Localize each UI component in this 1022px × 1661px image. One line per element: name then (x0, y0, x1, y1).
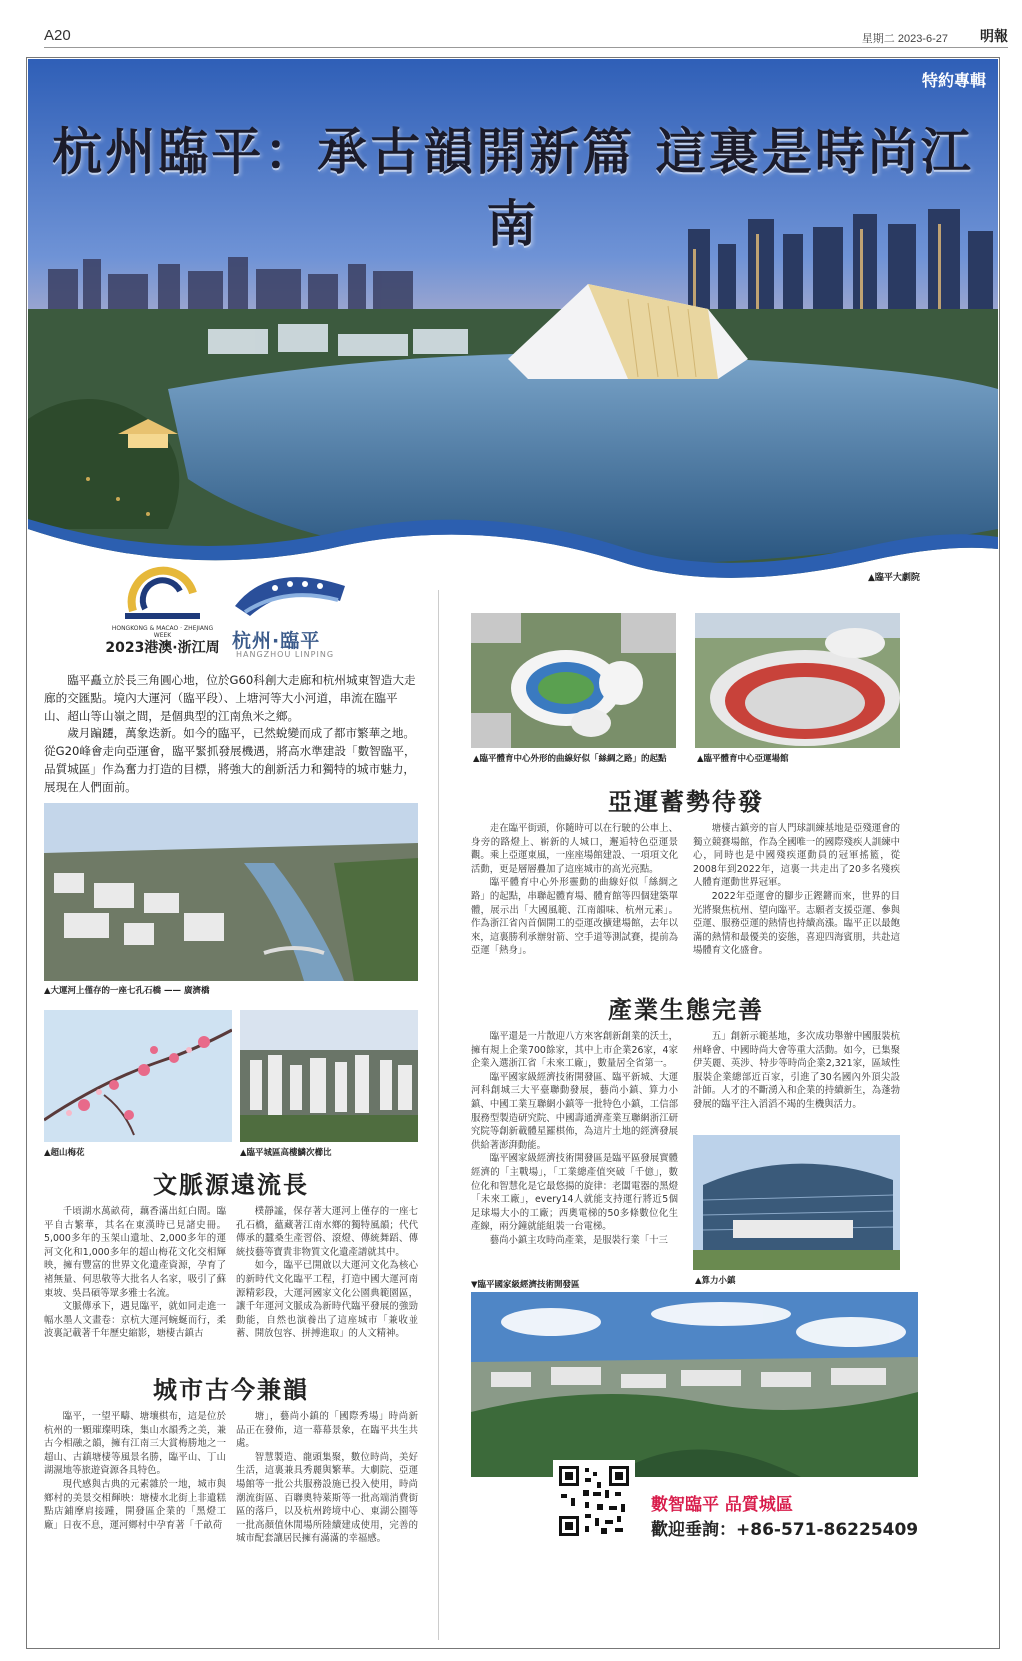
page-number: A20 (44, 27, 71, 44)
paragraph: 智慧製造、龍頭集聚，數位時尚，美好生活，這裏兼具秀麗與繁華。大劇院、亞運場館等一批公共服務設施已投入使用，時尚潮流街區、百聯奧特萊斯等一批高端消費街區的落戶，以及杭州跨境中心、東湖公園等一批高顏值休閒場所陸續建成使用，完善的城市配套讓居民擁有滿滿的幸福感。 (236, 1451, 418, 1545)
caption-plum: ▲超山梅花 (44, 1148, 85, 1158)
photo-city-buildings (240, 1010, 418, 1142)
paragraph: 五」創新示範基地，多次成功舉辦中國服裝杭州峰會、中國時尚大會等重大活動。如今，已集聚伊芙麗、英涉、特步等時尚企業2,321家，區域性服裝企業總部近百家，引進了30名國內外頂尖設計師。人才的不斷湧入和企業的持續新生，為蓬勃發展的臨平注入滔滔不竭的生機與活力。 (693, 1031, 900, 1110)
column-divider (438, 590, 439, 1640)
caption-stadium-aerial: ▲臨平體育中心外形的曲線好似「絲綢之路」的起點 (473, 754, 667, 764)
section-city-col2 (236, 1410, 418, 1545)
section-asian-games-col1 (471, 822, 678, 972)
paragraph: 臨平，一望平疇、塘壤棋布，這是位於杭州的一顆璀璨明珠，集山水韻秀之美，兼古今相融之韻，擁有江南三大賞梅勝地之一超山、古鎮塘棲等風景名勝，臨平山、丁山湖濕地等旅遊資源各具特色。 (44, 1411, 226, 1477)
paragraph: 文脈傳承下，遇見臨平，就如同走進一幅水墨人文畫卷：京杭大運河蜿蜒而行，柔波裏記載著千年歷史縮影，塘棲古鎮古 (44, 1301, 226, 1340)
issue-date: 星期二 2023-6-27 (861, 33, 948, 45)
section-heading-industry: 產業生態完善 (608, 996, 764, 1024)
hk-macao-zhejiang-week-logo (105, 563, 220, 663)
section-asian-games-col2 (693, 822, 900, 972)
header-rule (44, 47, 1008, 48)
paragraph: 樸靜謐，保存著大運河上僅存的一座七孔石橋，蘊藏著江南水鄉的獨特風韻；代代傳承的蠶桑生產習俗、滾燈、傳統舞蹈、傳統技藝等寶貴非物質文化遺產譜就其中。 (236, 1206, 418, 1258)
hero-caption: ▲臨平大劇院 (868, 573, 920, 583)
logo-city-title: 杭州·臨平 (232, 630, 321, 652)
intro-paragraph: 臨平矗立於長三角圓心地，位於G60科創大走廊和杭州城東智造大走廊的交匯點。境內大運河（臨平段）、上塘河等大小河道，串流在臨平山、超山等山嶺之間，是個典型的江南魚米之鄉。 (44, 673, 416, 723)
photo-tech-zone-panorama (471, 1292, 918, 1477)
section-industry-col2 (693, 1030, 900, 1130)
section-industry-col1 (471, 1030, 678, 1275)
section-culture-col1 (44, 1205, 226, 1355)
paragraph: 臨平國家級經濟技術開發區、臨平新城、大運河科創城三大平臺聯動發展，藝尚小鎮、算力小鎮、中國工業互聯網小鎮等一批特色小鎮，工信部服務型製造研究院、中國壽通濟產業互聯網浙江研究院等創新載體星羅棋佈，為這片土地的經濟發展供給著澎湃動能。 (471, 1071, 678, 1151)
section-heading-asian-games: 亞運蓄勢待發 (608, 788, 764, 816)
hangzhou-linping-logo (230, 566, 350, 666)
footer-slogan: 數智臨平 品質城區 (651, 1495, 793, 1515)
caption-tech-zone: ▼臨平國家級經濟技術開發區 (471, 1280, 580, 1290)
paragraph: 臨平體育中心外形靈動的曲線好似「絲綢之路」的起點，串聯起體育場、體育館等四個建築單體，展示出「大國風範、江南韻味、杭州元素」。作為浙江省內首個開工的亞運改擴建場館，去年以來，這裏勝利承辦射箭、空手道等測試賽，提前為亞運「熱身」。 (471, 877, 678, 957)
paragraph: 2022年亞運會的腳步正鏗鏘而來，世界的目光將聚焦杭州、望向臨平。志願者支援亞運、參與亞運、服務亞運的熱情也持續高漲。臨平正以最飽滿的熱情和最優美的姿態，喜迎四海賓朋，共赴這場體育文化盛會。 (693, 890, 900, 957)
logo-event-title: 2023港澳·浙江周 (105, 640, 220, 656)
paragraph: 如今，臨平已開啟以大運河文化為核心的新時代文化臨平工程，打造中國大運河南源精彩段，大運河國家文化公園典範園區，讓千年運河文脈成為新時代臨平發展的強勁動能，自然也演養出了這座城市「兼收並蓄、開放包容、拼搏進取」的人文精神。 (236, 1260, 418, 1340)
paper-logo: 明報 (980, 29, 1008, 45)
paragraph: 塘」，藝尚小鎮的「國際秀場」時尚新品正在發佈，這一幕幕景象，在臨平共生共處。 (236, 1411, 418, 1450)
intro-paragraph: 歲月蹁躚，萬象迭新。如今的臨平，已然蛻變而成了都市繁華之地。從G20峰會走向亞運會，臨平緊抓發展機遇，將高水準建設「數智臨平，品質城區」作為奮力打造的目標，將強大的創新活力和獨特的城市魅力，展現在人們面前。 (44, 726, 416, 794)
paragraph: 藝尚小鎮主攻時尚產業，是服裝行業「十三 (489, 1234, 668, 1246)
page-title: 杭州臨平：承古韻開新篇 這裏是時尚江南 (52, 123, 974, 253)
section-culture-col2 (236, 1205, 418, 1355)
caption-bridge: ▲大運河上僅存的一座七孔石橋 —— 廣濟橋 (44, 986, 210, 996)
photo-stadium-aerial (471, 613, 676, 748)
intro-text (44, 672, 418, 797)
caption-buildings: ▲臨平城區高樓鱗次櫛比 (240, 1148, 332, 1158)
section-heading-culture: 文脈源遠流長 (153, 1171, 309, 1199)
special-feature-badge: 特約專輯 (921, 71, 986, 90)
section-city-col1 (44, 1410, 226, 1540)
logo-city-subtitle: HANGZHOU LINPING (236, 650, 335, 659)
caption-stadium-inside: ▲臨平體育中心亞運場館 (697, 754, 789, 764)
paragraph: 現代感與古典的元素雜於一地，城市與鄉村的美景交相輝映：塘棲水北街上非遺糕點店鋪摩肩接踵，開發區企業的「黑燈工廠」日夜不息，運河鄉村中孕育著「千畝荷 (44, 1478, 226, 1531)
footer-contact: 歡迎垂詢：+86-571-86225409 (651, 1520, 919, 1540)
caption-computing-town: ▲算力小鎮 (695, 1276, 736, 1286)
photo-computing-town (693, 1135, 900, 1270)
paragraph: 走在臨平街頭，你隨時可以在行駛的公車上、身旁的路燈上、嶄新的人城口，邂逅特色亞運景觀。乘上亞運東風，一座座場館建設、一項項文化活動，更是層層疊加了這座城市的高光亮點。 (471, 823, 678, 875)
paragraph: 臨平國家級經濟技術開發區是臨平區發展實體經濟的「主戰場」，「工業總產值突破「千億」，數位化和智慧化是它最悠揚的旋律：老闆電器的黑燈「未來工廠」，every14人就能支持運行將近5個足球場大小的工廠；西奧電梯的50多條數位化生產線，兩分鐘就能組裝一台電梯。 (471, 1153, 678, 1233)
photo-plum-blossom (44, 1010, 232, 1142)
section-heading-city: 城市古今兼韻 (153, 1376, 309, 1404)
paragraph: 臨平還是一片散迎八方來客創新創業的沃土，擁有規上企業700餘家，其中上市企業26家，4家企業入選浙江省「未來工廠」，數量居全省第一。 (471, 1031, 678, 1070)
photo-guangji-bridge (44, 803, 418, 981)
qr-code[interactable] (553, 1460, 635, 1542)
paragraph: 塘棲古鎮旁的盲人門球訓練基地是亞殘運會的獨立競賽場館，作為全國唯一的國際殘疾人訓練中心，同時也是中國殘疾運動員的冠軍搖籃，從2008年到2022年，這裏一共走出了20多名殘疾人體育運動世界冠軍。 (693, 823, 900, 889)
paragraph: 千頃湖水萬畝荷，藕香滿出紅白間。臨平自古繁華，其名在東漢時已見諸史冊。5,000多年的玉架山遺址、2,000多年的運河文化和1,000多年的超山梅花文化交相輝映，擁有豐富的世界文化遺產資源，孕育了褚無量、何思敬等大批名人名家，吸引了蘇東坡、吳昌碩等眾多雅士名流。 (44, 1206, 226, 1299)
logo-event-subtitle: HONGKONG & MACAO · ZHEJIANG WEEK (111, 625, 214, 639)
photo-stadium-inside (695, 613, 900, 748)
